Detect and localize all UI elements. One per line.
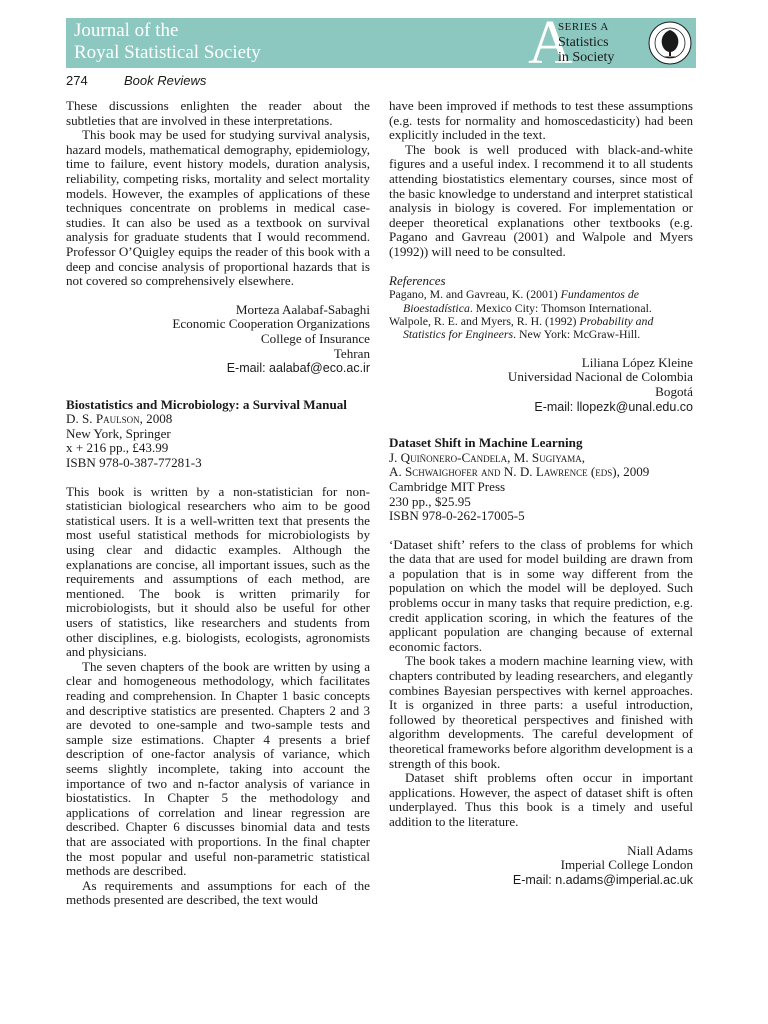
reviewer-name: Niall Adams [627,842,693,858]
book-entry [66,398,370,471]
paragraph: have been improved if methods to test these assumptions (e.g. tests for normality and homoscedasticity) had been explicitly included in the text. [389,98,693,143]
paragraph: The book takes a modern machine learning view, with chapters contributed by leading researchers, and elegantly combines Bayesian perspectives with kernel approaches. It is organized in three parts: a useful introduction, followed by theoretical perspectives and finished with algorithm developments. The careful development of theoretical frameworks before algorithm development is a strength of this book. [389,653,693,771]
left-column [66,99,370,908]
book-pages-price: x + 216 pp., £43.99 [66,440,169,456]
paragraph: The book is well produced with black-and-white figures and a useful index. I recommend it to all students attending biostatistics elementary courses, since most of the basic knowledge to understand and interpret statistical analysis in biology is covered. For implementation or deeper theoretical explanations other textbooks (e.g. Pagano and Gavreau (2001) and Walpole and Myers (1992)) will need to be consulted. [389,141,693,259]
reference-item [389,288,693,315]
journal-banner [66,9,696,77]
reference-publisher: . Mexico City: Thomson International. [469,300,652,315]
book-title: Biostatistics and Microbiology: a Survival Manual [66,396,347,412]
paragraph: These discussions enlighten the reader about the subtleties that are involved in these interpretations. [66,98,370,128]
reviewer-city: Tehran [333,345,370,361]
paragraph: This book is written by a non-statistician for non-statistician biological researchers who aim to be good statistical users. It is a well-written text that presents the most useful statistical methods for microbiologists by using clear and didactic examples. Although the explanations are concise, all important issues, such as the requirements and assumptions of each method, are mentioned. The book is written primarily for microbiologists, but it should also be useful for other users of statistics, like researchers and students from other disciplines, e.g. biologists, ecologists, agronomists and physicians. [66,483,370,660]
reviewer-email: E-mail: n.adams@imperial.ac.uk [512,872,693,887]
reference-title: Probability and Statistics for Engineers [403,313,654,342]
reference-title: Fundamentos de Bioestadística [403,287,639,315]
page-number: 274 [66,73,88,88]
reviewer-organization: Universidad Nacional de Colombia [507,369,693,385]
reviewer-department: College of Insurance [260,330,370,346]
reference-authors: Walpole, R. E. and Myers, R. H. (1992) [389,313,580,328]
book-authors: J. Quiñonero-Candela, M. Sugiyama, [389,449,585,465]
book-author: D. S. Paulson, 2008 [66,411,173,427]
reviewer-city: Bogotá [655,383,693,399]
paragraph: ‘Dataset shift’ refers to the class of problems for which the data that are used for model building are drawn from a population that is in some way different from the population on which the model will be deployed. Such problems occur in many tasks that require prediction, e.g. credit application scoring, in which the features of the applicant population are changing because of external economic factors. [389,536,693,654]
series-label-top: SERIES A [558,21,609,33]
series-name-line2: in Society [558,50,615,65]
book-publisher: Cambridge MIT Press [389,478,506,494]
reviewer-signature [66,303,370,376]
references-heading: References [389,272,446,288]
book-entry [389,436,693,524]
reference-item [389,315,693,342]
series-a-letter: A [528,9,573,77]
journal-title-line2: Royal Statistical Society [74,42,261,63]
reference-publisher: . New York: McGraw-Hill. [513,327,641,342]
series-name-line1: Statistics [558,35,609,50]
section-title: Book Reviews [124,73,207,88]
journal-title-line1: Journal of the [74,20,179,41]
reviewer-organization: Imperial College London [560,857,693,873]
reviewer-email: E-mail: llopezk@unal.edu.co [534,399,693,414]
book-title: Dataset Shift in Machine Learning [389,435,583,451]
series-a-logo [528,9,638,77]
society-seal-icon [648,21,692,65]
series-label [558,20,614,65]
reviewer-signature [389,356,693,414]
paragraph: The seven chapters of the book are written by using a clear and homogeneous methodology, which facilitates reading and comprehension. In Chapter 1 basic concepts and descriptive statistics are presented. Chapters 2 and 3 are devoted to one-sample and two-sample tests and sample size estimations. Chapter 4 presents a brief description of one-factor analysis of variance, which seems slightly incomplete, taking into account the importance of two and n-factor analysis of variance in biostatistics. In Chapter 5 the methodology and applications of correlation and linear regression are described. Chapter 6 discusses binomial data and tests that are associated with proportions. In the final chapter the most popular and useful non-parametric statistical methods are described. [66,658,370,879]
reviewer-name: Liliana López Kleine [581,354,693,370]
reviewer-email: E-mail: aalabaf@eco.ac.ir [226,361,370,376]
right-column [389,99,693,887]
running-head [66,73,696,89]
book-pages-price: 230 pp., $25.95 [389,493,471,509]
book-isbn: ISBN 978-0-387-77281-3 [66,455,202,471]
paragraph: This book may be used for studying survival analysis, hazard models, mathematical demography, epidemiology, time to failure, event history models, duration analysis, reliability, competing risks, mortality and select mortality models. However, the examples of applications of these techniques concentrate on problems in medical case-studies. It can also be used as a textbook on survival analysis for graduate students that I would recommend. Professor O’Quigley equips the reader of this book with a deep and concise analysis of proportional hazards that is not covered so comprehensively elsewhere. [66,127,370,289]
book-isbn: ISBN 978-0-262-17005-5 [389,508,525,524]
reviewer-signature [389,844,693,888]
reference-authors: Pagano, M. and Gavreau, K. (2001) [389,287,561,302]
journal-title [74,20,261,64]
paragraph: Dataset shift problems often occur in important applications. However, the aspect of dataset shift is often underplayed. Thus this book is a timely and useful addition to the literature. [389,770,693,829]
paragraph: As requirements and assumptions for each of the methods presented are described, the text would [66,877,370,908]
reviewer-organization: Economic Cooperation Organizations [172,316,370,332]
reviewer-name: Morteza Aalabaf-Sabaghi [235,301,370,317]
book-authors: A. Schwaighofer and N. D. Lawrence (eds), 2009 [389,464,650,480]
book-publisher: New York, Springer [66,425,171,441]
